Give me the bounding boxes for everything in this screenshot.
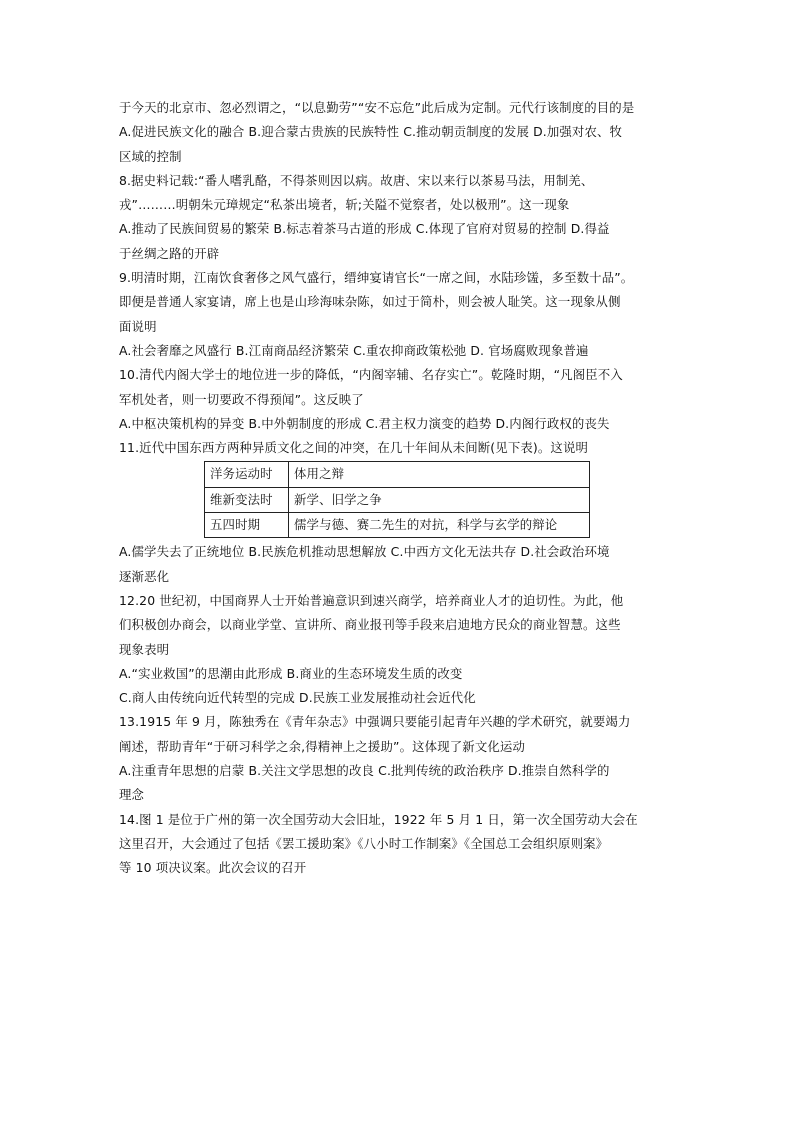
- text-line: 戎”………明朝朱元璋规定“私茶出境者，斩;关隘不觉察者，处以极刑”。这一现象: [119, 197, 570, 213]
- text-line: 12.20 世纪初，中国商界人士开始普遍意识到速兴商学，培养商业人才的迫切性。为此，他: [119, 592, 624, 608]
- text-line: A.社会奢靡之风盛行 B.江南商品经济繁荣 C.重农抑商政策松弛 D. 官场腐败现象普遍: [119, 342, 589, 358]
- text-line: 逐渐恶化: [119, 568, 170, 584]
- question-block-bottom: [119, 540, 679, 880]
- text-line: 于丝绸之路的开辟: [119, 245, 220, 261]
- question-block-top: [119, 96, 679, 460]
- text-line: A.注重青年思想的启蒙 B.关注文学思想的改良 C.批判传统的政治秩序 D.推崇自然科学的: [119, 763, 610, 779]
- table-cell-period: 洋务运动时: [205, 462, 289, 487]
- table-cell-content: 新学、旧学之争: [289, 487, 590, 512]
- exam-text: [119, 96, 679, 881]
- text-line: 即便是普通人家宴请，席上也是山珍海味杂陈，如过于简朴，则会被人耻笑。这一现象从侧: [119, 294, 621, 310]
- text-line: 等 10 项决议案。此次会议的召开: [119, 860, 307, 876]
- text-line: A.儒学失去了正统地位 B.民族危机推动思想解放 C.中西方文化无法共存 D.社会政治环境: [119, 544, 610, 560]
- text-line: 区域的控制: [119, 148, 182, 164]
- text-line: C.商人由传统向近代转型的完成 D.民族工业发展推动社会近代化: [119, 690, 476, 706]
- text-line: 面说明: [119, 318, 157, 334]
- culture-conflict-table-wrap: [204, 461, 590, 538]
- text-line: 10.清代内阁大学士的地位进一步的降低，“内阁宰辅、名存实亡”。乾隆时期，“凡阁臣不入: [119, 367, 623, 383]
- text-line: 们积极创办商会，以商业学堂、宣讲所、商业报刊等手段来启迪地方民众的商业智慧。这些: [119, 617, 621, 633]
- text-line: A.推动了民族间贸易的繁荣 B.标志着茶马古道的形成 C.体现了官府对贸易的控制 D.得益: [119, 221, 610, 237]
- text-line: A.“实业救国”的思潮由此形成 B.商业的生态环境发生质的改变: [119, 665, 463, 681]
- text-line: 理念: [119, 787, 145, 803]
- table-cell-content: 儒学与德、赛二先生的对抗，科学与玄学的辩论: [289, 513, 590, 538]
- table-row: [205, 487, 590, 512]
- table-row: [205, 462, 590, 487]
- text-line: 现象表明: [119, 641, 170, 657]
- table-cell-period: 维新变法时: [205, 487, 289, 512]
- text-line: 11.近代中国东西方两种异质文化之间的冲突，在几十年间从未间断(见下表)。这说明: [119, 440, 589, 456]
- table-cell-period: 五四时期: [205, 513, 289, 538]
- text-line: 14.图 1 是位于广州的第一次全国劳动大会旧址，1922 年 5 月 1 日，第一次全国劳动大会在: [119, 811, 638, 827]
- text-line: 阐述，帮助青年“于研习科学之余,得精神上之援助”。这体现了新文化运动: [119, 738, 525, 754]
- text-line: 9.明清时期，江南饮食奢侈之风气盛行，缙绅宴请官长“一席之间，水陆珍馐，多至数十品”。: [119, 270, 634, 286]
- text-line: 8.据史料记载:“番人嗜乳酪，不得茶则因以病。故唐、宋以来行以茶易马法，用制羌、: [119, 172, 594, 188]
- text-line: 于今天的北京市、忽必烈谓之，“以息勤劳”“安不忘危”此后成为定制。元代行该制度的目的是: [119, 100, 635, 115]
- table-cell-content: 体用之辩: [289, 462, 590, 487]
- text-line: A.促进民族文化的融合 B.迎合蒙古贵族的民族特性 C.推动朝贡制度的发展 D.加强对农、牧: [119, 124, 623, 140]
- table-row: [205, 513, 590, 538]
- text-line: 这里召开，大会通过了包括《罢工援助案》《八小时工作制案》《全国总工会组织原则案》: [119, 835, 609, 851]
- text-line: 13.1915 年 9 月，陈独秀在《青年杂志》中强调只要能引起青年兴趣的学术研究，就要竭力: [119, 714, 631, 730]
- text-line: A.中枢决策机构的异变 B.中外朝制度的形成 C.君主权力演变的趋势 D.内阁行政权的丧失: [119, 415, 610, 431]
- culture-conflict-table: [204, 461, 590, 538]
- text-line: 军机处者，则一切要政不得预闻”。这反映了: [119, 391, 364, 407]
